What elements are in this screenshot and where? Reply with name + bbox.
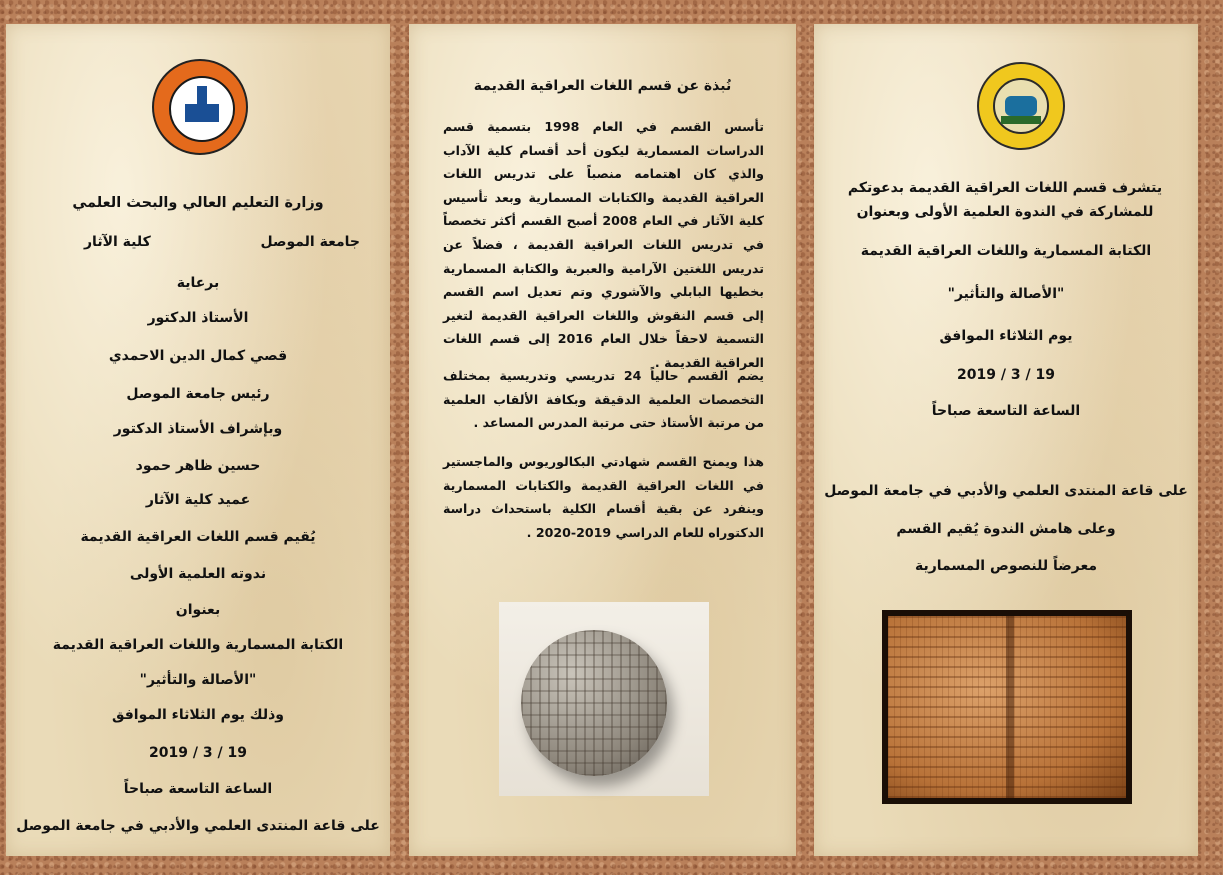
event-time: الساعة التاسعة صباحاً: [123, 781, 273, 797]
seminar-topic-right: الكتابة المسمارية واللغات العراقية القديمة: [860, 243, 1152, 259]
exhibit-line-1: وعلى هامش الندوة يُقيم القسم: [896, 521, 1116, 537]
right-panel: [814, 24, 1198, 856]
professor-label: الأستاذ الدكتور: [147, 310, 249, 326]
left-panel: [6, 24, 390, 856]
dean-name: حسين ظاهر حمود: [135, 458, 261, 474]
college-name: كلية الآثار: [84, 234, 151, 250]
ministry-name: وزارة التعليم العالي والبحث العلمي: [72, 195, 324, 211]
dean-title: عميد كلية الآثار: [145, 492, 251, 508]
president-name: قصي كمال الدين الاحمدي: [108, 348, 288, 364]
president-title: رئيس جامعة الموصل: [126, 386, 270, 402]
university-of-mosul-logo: [152, 59, 248, 155]
day-line: وذلك يوم الثلاثاء الموافق: [112, 707, 284, 723]
patronage-label: برعاية: [176, 275, 220, 291]
organizer-line: يُقيم قسم اللغات العراقية القديمة: [80, 529, 316, 545]
history-paragraph: تأسس القسم في العام 1998 بتسمية قسم الدراسات المسمارية ليكون أحد أقسام كلية الآداب والذي كان اهتمامه منصباً على تدريس اللغات العراقية القديمة والكتابات المسمارية وبعد تأسيس كلية الآثار في العام 2008 أصبح القسم أكثر تخصصاً في تدريس اللغات العراقية القديمة ، فضلاً عن تدريس اللغتين الآرامية والعبرية والكتابة المسمارية بخطيها البابلي والآشوري وتم تعديل اسم القسم إلى قسم النقوش واللغات العراقية القديمة لتغير التسمية لاحقاً خلال العام 2016 إلى قسم اللغات العراقية القديمة .: [443, 119, 765, 370]
supervision-label: وبإشراف الأستاذ الدكتور: [113, 421, 283, 437]
middle-panel: [409, 24, 796, 856]
seminar-line: ندوته العلمية الأولى: [129, 566, 267, 582]
invitation-text: يتشرف قسم اللغات العراقية القديمة بدعوتكم للمشاركة في الندوة العلمية الأولى وبعنوان: [847, 180, 1163, 220]
cuneiform-tablet-image: [882, 610, 1132, 804]
event-date: 2019 / 3 / 19: [149, 745, 247, 761]
cuneiform-sphere-image: [499, 602, 709, 796]
degrees-paragraph: هذا ويمنح القسم شهادتي البكالوريوس والماجستير في اللغات العراقية القديمة والكتابات المسمارية وينفرد عن بقية أقسام الكلية باستحداث دراسة الدكتوراه للعام الدراسي 2019-2020 .: [443, 454, 764, 540]
staff-paragraph: يضم القسم حالياً 24 تدريسي وتدريسية بمختلف التخصصات العلمية الدقيقة وبكافة الألقاب العلمية من مرتبة الأستاذ حتى مرتبة المدرس المساعد .: [443, 368, 764, 431]
day-line-right: يوم الثلاثاء الموافق: [939, 328, 1073, 344]
university-name: جامعة الموصل: [260, 234, 360, 250]
seminar-subtitle-right: "الأصالة والتأثير": [947, 286, 1065, 302]
entitled-label: بعنوان: [175, 602, 221, 618]
venue-line: على قاعة المنتدى العلمي والأدبي في جامعة الموصل: [16, 818, 380, 834]
event-date-right: 2019 / 3 / 19: [957, 367, 1055, 383]
college-of-archaeology-logo: [977, 62, 1065, 150]
department-overview-heading: نُبذة عن قسم اللغات العراقية القديمة: [473, 78, 732, 94]
exhibit-line-2: معرضاً للنصوص المسمارية: [914, 558, 1098, 574]
seminar-topic: الكتابة المسمارية واللغات العراقية القديمة: [52, 637, 344, 653]
seminar-subtitle: "الأصالة والتأثير": [139, 672, 257, 688]
venue-line-right: على قاعة المنتدى العلمي والأدبي في جامعة الموصل: [824, 483, 1188, 499]
event-time-right: الساعة التاسعة صباحاً: [931, 403, 1081, 419]
